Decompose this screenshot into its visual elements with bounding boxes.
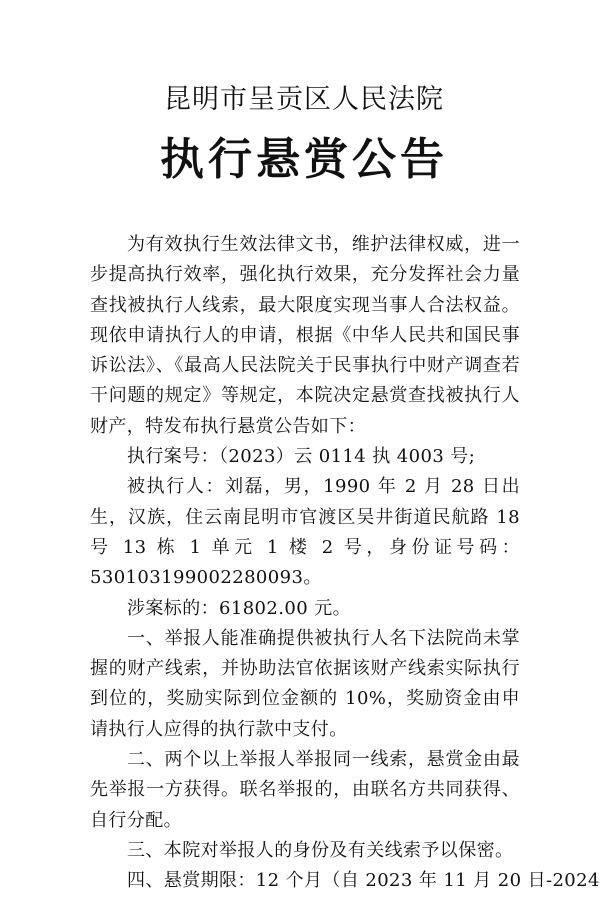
reward-item-2: 二、两个以上举报人举报同一线索，悬赏金由最先举报一方获得。联名举报的，由联名方共同获得、自行分配。: [90, 749, 520, 831]
reward-item-1: 一、举报人能准确提供被执行人名下法院尚未掌握的财产线索，并协助法官依据该财产线索实际执行到位的，奖励实际到位金额的 10%，奖励资金由申请执行人应得的执行款中支付。: [90, 627, 520, 740]
reward-item-3: 三、本院对举报人的身份及有关线索予以保密。: [127, 839, 514, 861]
announcement-body: [90, 230, 600, 897]
respondent-info: 被执行人：刘磊，男，1990 年 2 月 28 日出生，汉族，住云南昆明市官渡区吴井街道民航路 18 号 13 栋 1 单元 1 楼 2 号，身份证号码：530103199002280093。: [90, 476, 520, 589]
reward-item-4: 四、悬赏期限：12 个月（自 2023 年 11 月 20 日-2024: [127, 870, 600, 892]
announcement-title: 执行悬赏公告: [160, 134, 448, 185]
intro-paragraph: 为有效执行生效法律文书，维护法律权威，进一步提高执行效率，强化执行效果，充分发挥社会力量查找被执行人线索，最大限度实现当事人合法权益。现依申请执行人的申请，根据《中华人民共和国民事诉讼法》、《最高人民法院关于民事执行中财产调查若干问题的规定》等规定，本院决定悬赏查找被执行人财产，特发布执行悬赏公告如下：: [90, 234, 520, 437]
case-amount: 涉案标的：61802.00 元。: [127, 597, 352, 619]
court-name: 昆明市呈贡区人民法院: [164, 84, 444, 115]
case-number: 执行案号：（2023）云 0114 执 4003 号;: [127, 446, 476, 468]
